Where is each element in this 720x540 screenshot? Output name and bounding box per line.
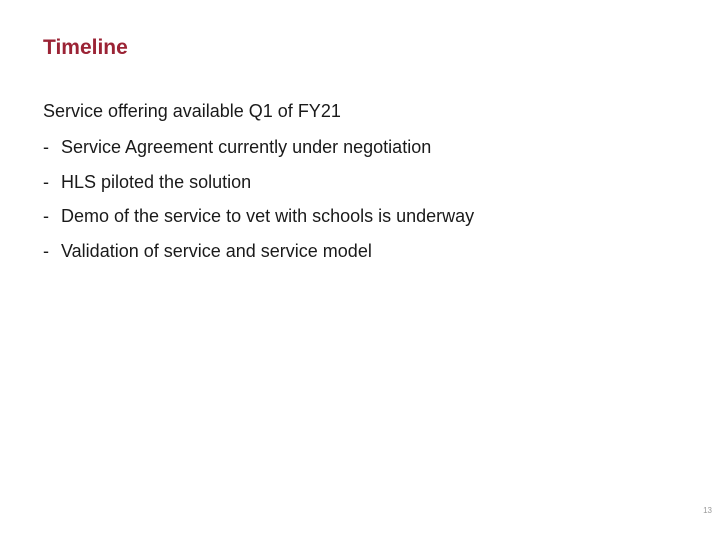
bullet-text: Validation of service and service model — [61, 240, 372, 261]
bullet-text: Demo of the service to vet with schools is underway — [61, 206, 475, 226]
page-number: 13 — [703, 506, 712, 515]
slide-title: Timeline — [43, 36, 128, 59]
bullet-text: HLS piloted the solution — [61, 171, 252, 192]
bullet-dash: - — [43, 206, 49, 226]
bullet-item — [43, 171, 474, 193]
bullet-list — [43, 136, 474, 274]
bullet-item — [43, 136, 474, 158]
bullet-item — [43, 240, 474, 262]
bullet-dash: - — [43, 137, 49, 157]
bullet-dash: - — [43, 171, 49, 192]
bullet-item — [43, 205, 474, 227]
intro-line: Service offering available Q1 of FY21 — [43, 101, 341, 121]
bullet-dash: - — [43, 240, 49, 261]
bullet-text: Service Agreement currently under negotiation — [61, 137, 432, 157]
